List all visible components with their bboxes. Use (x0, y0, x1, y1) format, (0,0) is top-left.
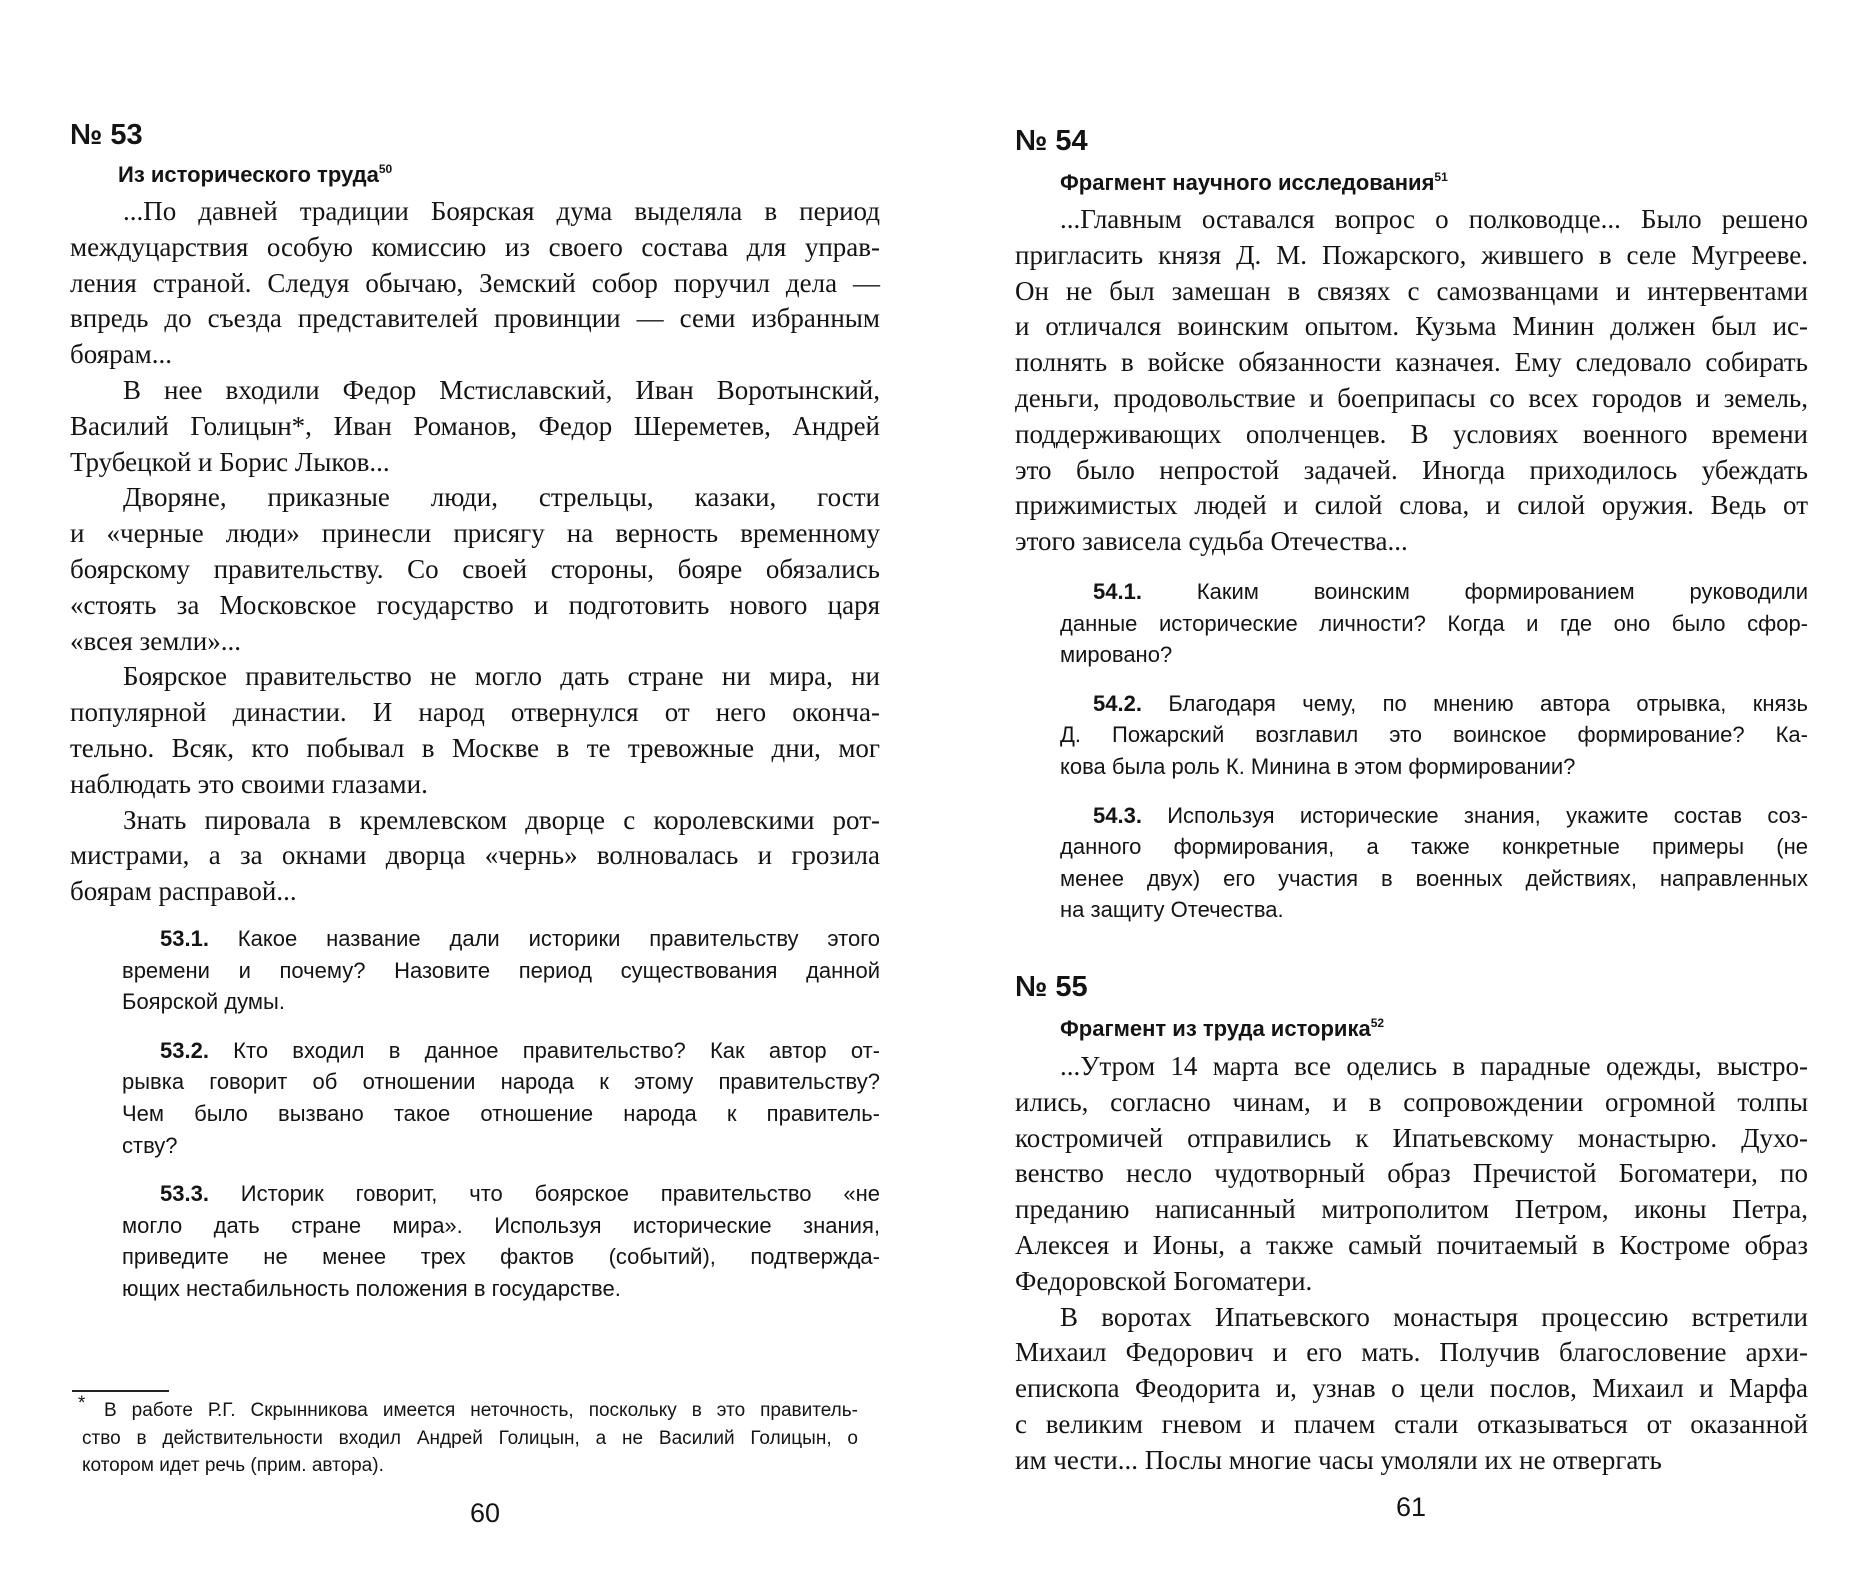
question-line (122, 1210, 880, 1242)
question-text: данного формирования, а также конкретные примеры (не (1060, 834, 1808, 860)
paragraph (1015, 1300, 1808, 1479)
footnote-marker: * (78, 1393, 86, 1414)
question-text: могло дать стране мира». Используя исторические знания, (122, 1212, 880, 1238)
text-line: с великим гневом и плачем стали отказываться от оказанной (1015, 1408, 1808, 1439)
question-line (1060, 576, 1808, 608)
footnote (78, 1393, 858, 1480)
question-line (122, 1178, 880, 1210)
text-line: «всея земли»... (70, 625, 241, 656)
source-title-text: Фрагмент научного исследования (1060, 170, 1435, 195)
source-title (118, 161, 392, 189)
text-line: впредь до съезда представителей провинции — семи избранным (70, 303, 880, 334)
question-number: 53.3. (160, 1181, 209, 1207)
question-line (1060, 639, 1808, 671)
question-line (1060, 719, 1808, 751)
text-line: пригласить князя Д. М. Пожарского, жившего в селе Мугрееве. (1015, 239, 1808, 270)
text-line: и отличался воинским опытом. Кузьма Минин должен был ис- (1015, 311, 1808, 342)
text-line: Боярское правительство не могло дать стране ни мира, ни (123, 661, 880, 692)
question-text: приведите не менее трех фактов (событий), подтвержда- (122, 1244, 880, 1270)
text-line: мистрами, а за окнами дворца «чернь» волновалась и грозила (70, 840, 880, 871)
question-number: 54.2. (1093, 690, 1142, 716)
text-line: это было непростой задачей. Иногда приходилось убеждать (1015, 454, 1808, 485)
paragraph (70, 194, 880, 373)
question-number: 53.2. (160, 1037, 209, 1063)
paragraph (1015, 1049, 1808, 1300)
text-line: ...По давней традиции Боярская дума выделяла в период (123, 196, 880, 226)
question-54-2 (1060, 688, 1808, 783)
question-line (122, 923, 880, 955)
document-text (1015, 202, 1808, 560)
question-number: 54.3. (1093, 802, 1142, 828)
text-line: тельно. Всяк, кто побывал в Москве в те тревожные дни, мог (70, 732, 880, 763)
text-line: этого зависела судьба Отечества... (1015, 526, 1408, 557)
source-title-text: Из исторического труда (118, 162, 379, 187)
question-text: Используя исторические знания, укажите состав соз- (1141, 802, 1808, 828)
text-line: популярной династии. И народ отвернулся от него оконча- (70, 697, 880, 728)
question-text: данные исторические личности? Когда и где оно было сфор- (1060, 610, 1808, 636)
text-line: ...Главным оставался вопрос о полководце... Было решено (1060, 204, 1808, 234)
question-text: Боярской думы. (122, 989, 285, 1015)
source-title-text: Фрагмент из труда историка (1060, 1016, 1371, 1041)
text-line: костромичей отправились к Ипатьевскому монастырю. Духо- (1015, 1122, 1808, 1153)
footnote-line: ство в действительности входил Андрей Голицын, а не Василий Голицын, о (82, 1427, 858, 1449)
page-number: 60 (469, 1498, 501, 1528)
page-number: 61 (1395, 1492, 1427, 1522)
text-line: наблюдать это своими глазами. (70, 768, 428, 799)
text-line: Михаил Федорович и его мать. Получив благословение архи- (1015, 1337, 1808, 1368)
question-53-3 (122, 1178, 880, 1304)
text-line: Федоровской Богоматери. (1015, 1265, 1313, 1296)
paragraph (70, 803, 880, 910)
question-text: Какое название дали историки правительству этого (208, 926, 880, 951)
question-53-2 (122, 1035, 880, 1161)
question-line (122, 1130, 880, 1162)
question-text: ющих нестабильность положения в государстве. (122, 1275, 621, 1301)
question-line (122, 955, 880, 987)
text-line: прижимистых людей и силой слова, и силой оружия. Ведь от (1015, 490, 1808, 521)
question-54-1 (1060, 576, 1808, 671)
text-line: ...Утром 14 марта все оделись в парадные одежды, выстро- (1060, 1051, 1808, 1081)
text-line: им чести... Послы многие часы умоляли их не отвергать (1015, 1444, 1662, 1475)
question-line (122, 1066, 880, 1098)
question-text: Чем было вызвано такое отношение народа к правитель- (122, 1100, 880, 1126)
question-line (1060, 688, 1808, 720)
question-text: на защиту Отечества. (1060, 897, 1284, 923)
text-line: Дворяне, приказные люди, стрельцы, казаки, гости (123, 482, 880, 513)
footnote-ref: 52 (1370, 1016, 1385, 1030)
text-line: и «черные люди» принесли присягу на верность временному (70, 518, 880, 549)
question-number: 54.1. (1093, 579, 1142, 604)
text-line: В воротах Ипатьевского монастыря процессию встретили (1060, 1301, 1808, 1332)
document-number: № 54 (1015, 125, 1088, 157)
footnote-ref: 50 (378, 162, 393, 176)
question-text: Историк говорит, что боярское правительство «не (208, 1181, 880, 1207)
text-line: «стоять за Московское государство и подготовить нового царя (70, 589, 880, 620)
footnote-ref: 51 (1434, 170, 1448, 184)
text-line: поддерживающих ополченцев. В условиях военного времени (1015, 418, 1808, 449)
question-line (1060, 831, 1808, 863)
paragraph (70, 480, 880, 659)
questions (122, 923, 880, 1305)
question-text: кова была роль К. Минина в этом формировании? (1060, 753, 1576, 779)
text-line: боярам... (70, 339, 172, 370)
question-text: времени и почему? Назовите период существования данной (122, 957, 880, 983)
question-line (1060, 863, 1808, 895)
footnote-line: В работе Р.Г. Скрынникова имеется неточность, поскольку в это правитель- (104, 1400, 858, 1421)
question-54-3 (1060, 800, 1808, 926)
question-line (122, 1241, 880, 1273)
question-53-1 (122, 923, 880, 1018)
question-text: менее двух) его участия в военных действиях, направленных (1060, 865, 1808, 891)
text-line: Знать пировала в кремлевском дворце с королевскими рот- (123, 804, 880, 835)
question-line (122, 986, 880, 1018)
text-line: ились, согласно чинам, и в сопровождении огромной толпы (1015, 1086, 1808, 1117)
document-number: № 53 (70, 119, 143, 151)
text-line: междуцарствия особую комиссию из своего состава для управ- (70, 231, 880, 262)
question-line (122, 1098, 880, 1130)
question-text: Каким воинским формированием руководили (1141, 579, 1808, 604)
text-line: ления страной. Следуя обычаю, Земский собор поручил дела — (70, 267, 880, 298)
question-line (1060, 800, 1808, 832)
text-line: боярскому правительству. Со своей стороны, бояре обязались (70, 553, 880, 584)
text-line: Трубецкой и Борис Лыков... (70, 446, 390, 477)
text-line: Алексея и Ионы, а также самый почитаемый в Костроме образ (1015, 1229, 1808, 1260)
page-61 (931, 0, 1862, 1595)
source-title (1060, 1015, 1384, 1043)
footnote-divider (72, 1390, 169, 1392)
text-line: деньги, продовольствие и боеприпасы со всех городов и земель, (1015, 382, 1808, 413)
question-text: ству? (122, 1132, 178, 1158)
questions (1060, 576, 1808, 926)
question-number: 53.1. (160, 926, 209, 951)
document-text (70, 194, 880, 910)
question-text: Кто входил в данное правительство? Как автор от- (208, 1037, 880, 1063)
question-text: рывка говорит об отношении народа к этому правительству? (122, 1069, 880, 1095)
document-text (1015, 1049, 1808, 1479)
question-line (1060, 894, 1808, 926)
paragraph (70, 659, 880, 802)
text-line: Василий Голицын*, Иван Романов, Федор Шереметев, Андрей (70, 410, 880, 441)
text-line: Он не был замешан в связях с самозванцами и интервентами (1015, 275, 1808, 306)
footnote-line: котором идет речь (прим. автора). (82, 1455, 384, 1477)
question-line (122, 1273, 880, 1305)
question-line (122, 1035, 880, 1067)
question-text: мировано? (1060, 642, 1173, 668)
paragraph (1015, 202, 1808, 560)
paragraph (70, 373, 880, 480)
text-line: епископа Феодорита и, узнав о цели послов, Михаил и Марфа (1015, 1373, 1808, 1404)
source-title (1060, 169, 1448, 197)
text-line: боярам расправой... (70, 876, 297, 907)
question-text: Д. Пожарский возглавил это воинское формирование? Ка- (1060, 722, 1808, 748)
question-text: Благодаря чему, по мнению автора отрывка, князь (1141, 690, 1808, 716)
text-line: полнять в войске обязанности казначея. Ему следовало собирать (1015, 347, 1808, 378)
text-line: В нее входили Федор Мстиславский, Иван Воротынский, (123, 374, 880, 405)
question-line (1060, 608, 1808, 640)
text-line: венство несло чудотворный образ Пречистой Богоматери, по (1015, 1158, 1808, 1189)
document-number: № 55 (1015, 971, 1088, 1003)
question-line (1060, 751, 1808, 783)
text-line: преданию написанный митрополитом Петром, иконы Петра, (1015, 1194, 1808, 1225)
